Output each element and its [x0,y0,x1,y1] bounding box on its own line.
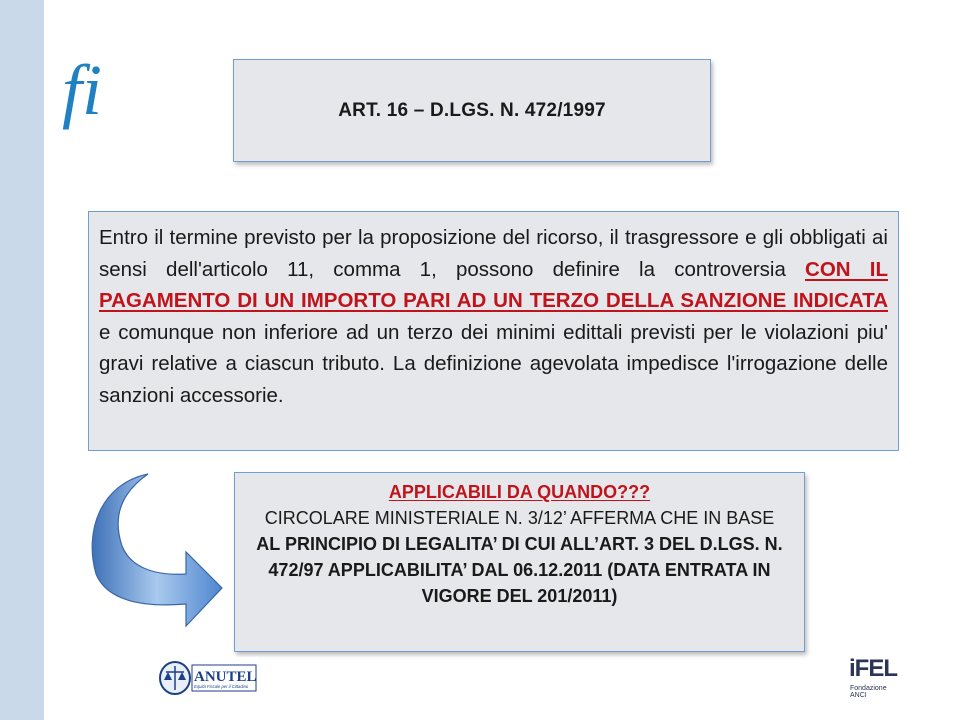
svg-text:fi: fi [62,50,103,130]
svg-text:ANUTEL: ANUTEL [194,669,257,685]
article-text-highlight: CON IL PAGAMENTO DI UN IMPORTO PARI AD UN TERZO DELLA SANZIONE INDICATA [99,257,889,312]
applicability-text-plain: CIRCOLARE MINISTERIALE N. 3/12’ AFFERMA CHE IN BASE [264,508,775,528]
slide-title: ART. 16 – D.LGS. N. 472/1997 [338,99,606,121]
curved-arrow-icon [82,470,242,630]
article-text-part1: Entro il termine previsto per la proposizione del ricorso, il trasgressore e gli obbligati ai sensi dell'articolo 11, comma 1, possono definire la controversia [99,226,888,281]
ifel-logo [849,655,901,701]
applicability-heading: APPLICABILI DA QUANDO??? [388,482,651,502]
title-box [233,59,711,162]
applicability-box [234,472,805,652]
fi-logo [58,46,128,136]
article-text-box [88,211,899,451]
anutel-logo [158,657,258,697]
left-sidebar-band [0,0,44,720]
svg-text:Equità Fiscale per il Cittadin: Equità Fiscale per il Cittadino [194,684,249,689]
ifel-logo-word: iFEL [849,655,897,682]
applicability-text-bold: AL PRINCIPIO DI LEGALITA’ DI CUI ALL’ART. 3 DEL D.LGS. N. 472/97 APPLICABILITA’ DAL 06.12.2011 (DATA ENTRATA IN VIGORE DEL 201/2011) [256,534,783,606]
article-text-part2: e comunque non inferiore ad un terzo dei minimi edittali previsti per le violazioni piu' gravi relative a ciascun tributo. La definizione agevolata impedisce l'irrogazione delle sanzioni accessorie. [99,320,888,407]
ifel-logo-subtitle: Fondazione ANCI [850,685,887,699]
